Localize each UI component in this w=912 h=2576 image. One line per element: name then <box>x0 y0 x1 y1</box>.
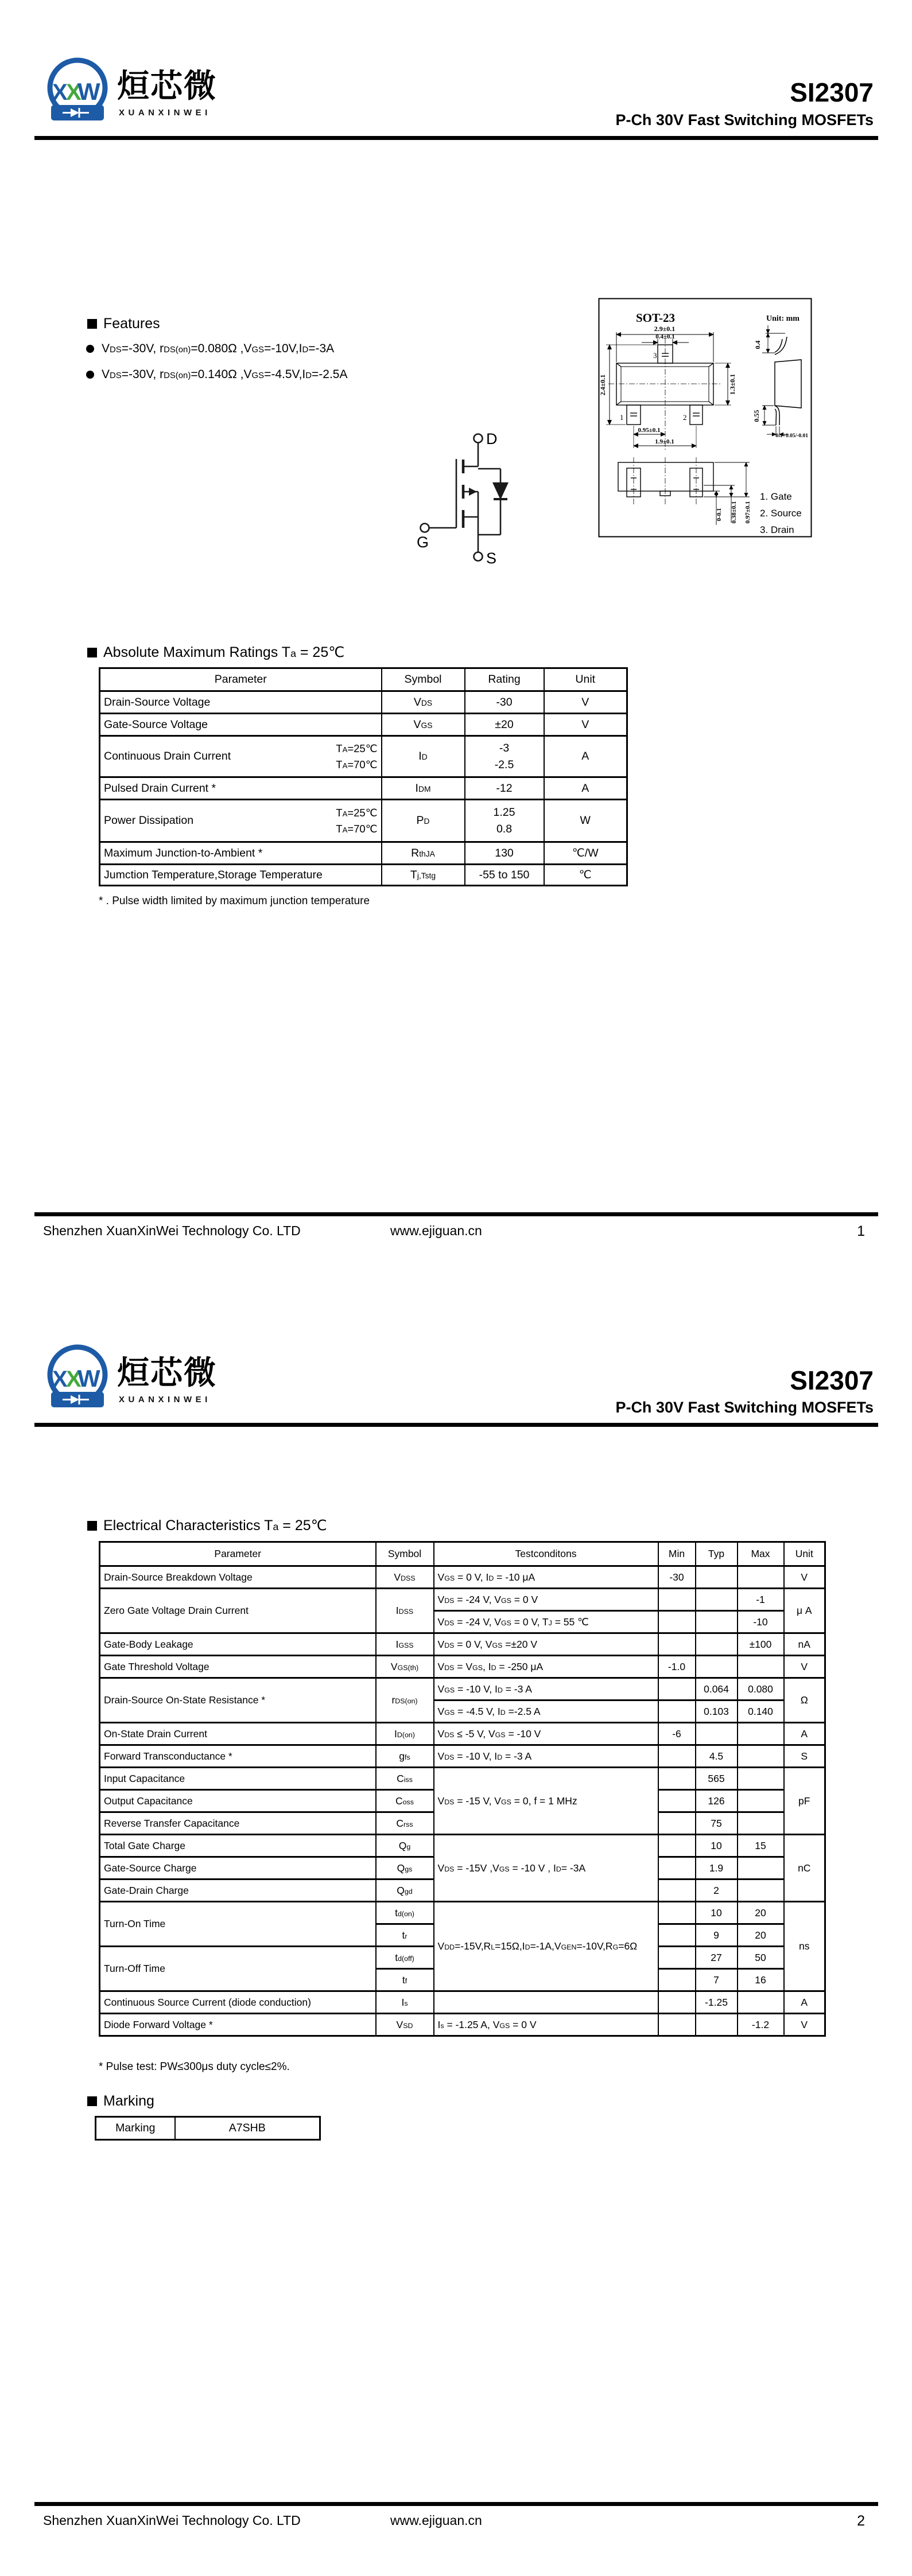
abs-max-title: Absolute Maximum Ratings Ta = 25℃ <box>103 644 345 660</box>
table-row: Drain-Source Breakdown Voltage VDSS VGS = 0 V, ID = -10 μA -30 V <box>100 1566 825 1589</box>
section-square-icon <box>87 319 97 329</box>
table-row: Input Capacitance Ciss VDS = -15 V, VGS = 0, f = 1 MHz 565 pF <box>100 1768 825 1790</box>
abs-max-heading <box>87 644 344 661</box>
brand-chinese: 烜芯微 <box>117 1355 217 1392</box>
table-row: Continuous Source Current (diode conduction) Is -1.25 A <box>100 1991 825 2014</box>
pin1-label: 1 <box>620 413 624 422</box>
svg-text:W: W <box>77 1365 100 1392</box>
mosfet-drain-label: D <box>486 430 498 448</box>
footer-rule <box>34 1212 878 1216</box>
header-rule <box>34 1423 878 1427</box>
mosfet-source-label: S <box>486 550 497 566</box>
table-row: Drain-Source On-State Resistance * rDS(on) VGS = -10 V, ID = -3 A 0.064 0.080 Ω <box>100 1678 825 1701</box>
logo-letter-w: W <box>77 78 100 105</box>
svg-text:X: X <box>52 1367 68 1392</box>
col-parameter: Parameter <box>100 668 382 691</box>
dim-total-height: 2.4±0.1 <box>599 374 607 396</box>
table-row: Output Capacitance Coss 126 <box>100 1790 825 1812</box>
package-name: SOT-23 <box>635 311 676 325</box>
dim-pad-height: 0.38±0.1 <box>731 501 738 524</box>
table-row: VDS = -24 V, VGS = 0 V, TJ = 55 ℃ -10 <box>100 1611 825 1633</box>
abs-max-footnote: * . Pulse width limited by maximum junction temperature <box>99 895 370 907</box>
table-row: Gate-Body Leakage IGSS VDS = 0 V, VGS =±20 V ±100 nA <box>100 1633 825 1656</box>
package-unit: Unit: mm <box>766 314 800 323</box>
table-row: Pulsed Drain Current * IDM -12 A <box>100 777 627 800</box>
table-header-row: Parameter Symbol Testconditons Min Typ Max Unit <box>100 1542 825 1566</box>
part-subtitle: P-Ch 30V Fast Switching MOSFETs <box>615 1399 874 1416</box>
footer-company: Shenzhen XuanXinWei Technology Co. LTD <box>43 2513 301 2528</box>
legend-gate: 1. Gate <box>760 491 792 502</box>
package-front-view <box>618 457 750 525</box>
table-row: Turn-Off Time td(off) 27 50 <box>100 1947 825 1969</box>
part-number: SI2307 <box>790 77 874 107</box>
marking-table <box>95 2116 321 2141</box>
pin2-label: 2 <box>683 413 687 422</box>
table-row: Gate-Source Voltage VGS ±20 V <box>100 714 627 736</box>
table-row: Reverse Transfer Capacitance Crss 75 <box>100 1812 825 1835</box>
feature-item <box>86 368 348 382</box>
table-row: Power Dissipation TA=25℃ TA=70℃ PD 1.25 0.8 W <box>100 800 627 842</box>
package-top-view <box>608 338 722 450</box>
table-row: Continuous Drain Current TA=25℃ TA=70℃ ID -3 -2.5 A <box>100 736 627 777</box>
table-row: Forward Transconductance * gfs VDS = -10 V, ID = -3 A 4.5 S <box>100 1745 825 1768</box>
marking-title: Marking <box>103 2093 154 2109</box>
table-row: tf 7 16 <box>100 1969 825 1991</box>
dim-body-width: 2.9±0.1 <box>654 325 676 333</box>
feature-text-1: VDS=-30V, rDS(on)=0.080Ω ,VGS=-10V,ID=-3A <box>102 342 335 355</box>
brand-english: XUANXINWEI <box>119 108 211 118</box>
dim-lead-top: 0.4 <box>754 340 762 349</box>
package-top-dims <box>606 332 731 448</box>
elec-footnote: * Pulse test: PW≤300μs duty cycle≤2%. <box>99 2061 290 2073</box>
elec-char-table <box>99 1541 826 2037</box>
table-row: Gate-Source Charge Qgs 1.9 <box>100 1857 825 1880</box>
company-logo <box>43 1341 112 1411</box>
mosfet-symbol <box>402 426 562 566</box>
table-row: Gate Threshold Voltage VGS(th) VDS = VGS, ID = -250 μA -1.0 V <box>100 1656 825 1678</box>
table-row: Zero Gate Voltage Drain Current IDSS VDS = -24 V, VGS = 0 V -1 μ A <box>100 1589 825 1611</box>
features-heading <box>87 316 160 332</box>
pin3-label: 3 <box>653 351 657 360</box>
svg-text:X: X <box>66 1367 82 1392</box>
table-row: Maximum Junction-to-Ambient * RthJA 130 ℃/W <box>100 842 627 865</box>
elec-char-heading <box>87 1517 327 1534</box>
marking-value: A7SHB <box>175 2117 320 2140</box>
col-rating: Rating <box>465 668 544 691</box>
legend-drain: 3. Drain <box>760 524 794 535</box>
marking-label: Marking <box>96 2117 175 2140</box>
footer-rule <box>34 2502 878 2506</box>
dim-gap: 0-0.1 <box>716 508 723 522</box>
logo-letter-x1: X <box>52 80 68 105</box>
page-number-2: 2 <box>857 2513 865 2529</box>
table-header-row <box>100 668 627 691</box>
brand-chinese: 烜芯微 <box>117 68 217 105</box>
bullet-icon <box>86 371 94 379</box>
dim-pitch: 0.95±0.1 <box>638 427 661 434</box>
logo-letter-x2: X <box>66 80 82 105</box>
table-row: tr 9 20 <box>100 1924 825 1947</box>
table-row: Gate-Drain Charge Qgd 2 <box>100 1880 825 1902</box>
table-row: Total Gate Charge Qg VDS = -15V ,VGS = -10 V , ID= -3A 10 15 nC <box>100 1835 825 1857</box>
footer-company: Shenzhen XuanXinWei Technology Co. LTD <box>43 1223 301 1238</box>
logo-icon <box>43 55 112 124</box>
marking-heading <box>87 2093 154 2110</box>
col-symbol: Symbol <box>382 668 465 691</box>
part-subtitle: P-Ch 30V Fast Switching MOSFETs <box>615 111 874 129</box>
table-row: Jumction Temperature,Storage Temperature Tj,Tstg -55 to 150 ℃ <box>100 865 627 886</box>
bullet-icon <box>86 345 94 353</box>
footer-website[interactable]: www.ejiguan.cn <box>390 1223 482 1238</box>
table-row: Drain-Source Voltage VDS -30 V <box>100 691 627 714</box>
dim-lead-thickness: 0.1+0.05/-0.01 <box>775 433 808 439</box>
section-square-icon <box>87 2096 97 2106</box>
company-logo <box>43 55 112 124</box>
table-row <box>96 2117 320 2140</box>
section-square-icon <box>87 1521 97 1531</box>
col-unit: Unit <box>544 668 627 691</box>
dim-pitch2: 1.9±0.1 <box>655 438 674 445</box>
table-row: Turn-On Time td(on) VDD=-15V,RL=15Ω,ID=-1A,VGEN=-10V,RG=6Ω 10 20 ns <box>100 1902 825 1924</box>
footer-website[interactable]: www.ejiguan.cn <box>390 2513 482 2528</box>
feature-item <box>86 342 334 356</box>
mosfet-gate-label: G <box>417 534 429 551</box>
package-drawing <box>598 298 812 538</box>
table-row: VGS = -4.5 V, ID =-2.5 A 0.103 0.140 <box>100 1701 825 1723</box>
header-rule <box>34 136 878 140</box>
section-square-icon <box>87 648 97 657</box>
table-row: On-State Drain Current ID(on) VDS ≤ -5 V, VGS = -10 V -6 A <box>100 1723 825 1745</box>
dim-body-height: 1.3±0.1 <box>728 373 736 395</box>
features-title: Features <box>103 316 160 332</box>
package-side-view <box>762 325 801 437</box>
legend-source: 2. Source <box>760 508 802 519</box>
part-number: SI2307 <box>790 1365 874 1395</box>
dim-pin-width: 0.4±0.1 <box>655 333 675 340</box>
brand-english: XUANXINWEI <box>119 1395 211 1404</box>
page-number-1: 1 <box>857 1223 865 1239</box>
abs-max-table <box>99 667 628 886</box>
dim-height: 0.97±0.1 <box>744 501 751 524</box>
elec-char-title: Electrical Characteristics Ta = 25℃ <box>103 1517 327 1534</box>
dim-standoff: 0.55 <box>752 410 760 422</box>
feature-text-2: VDS=-30V, rDS(on)=0.140Ω ,VGS=-4.5V,ID=-2.5A <box>102 368 348 381</box>
table-row: Diode Forward Voltage * VSD Is = -1.25 A, VGS = 0 V -1.2 V <box>100 2014 825 2036</box>
